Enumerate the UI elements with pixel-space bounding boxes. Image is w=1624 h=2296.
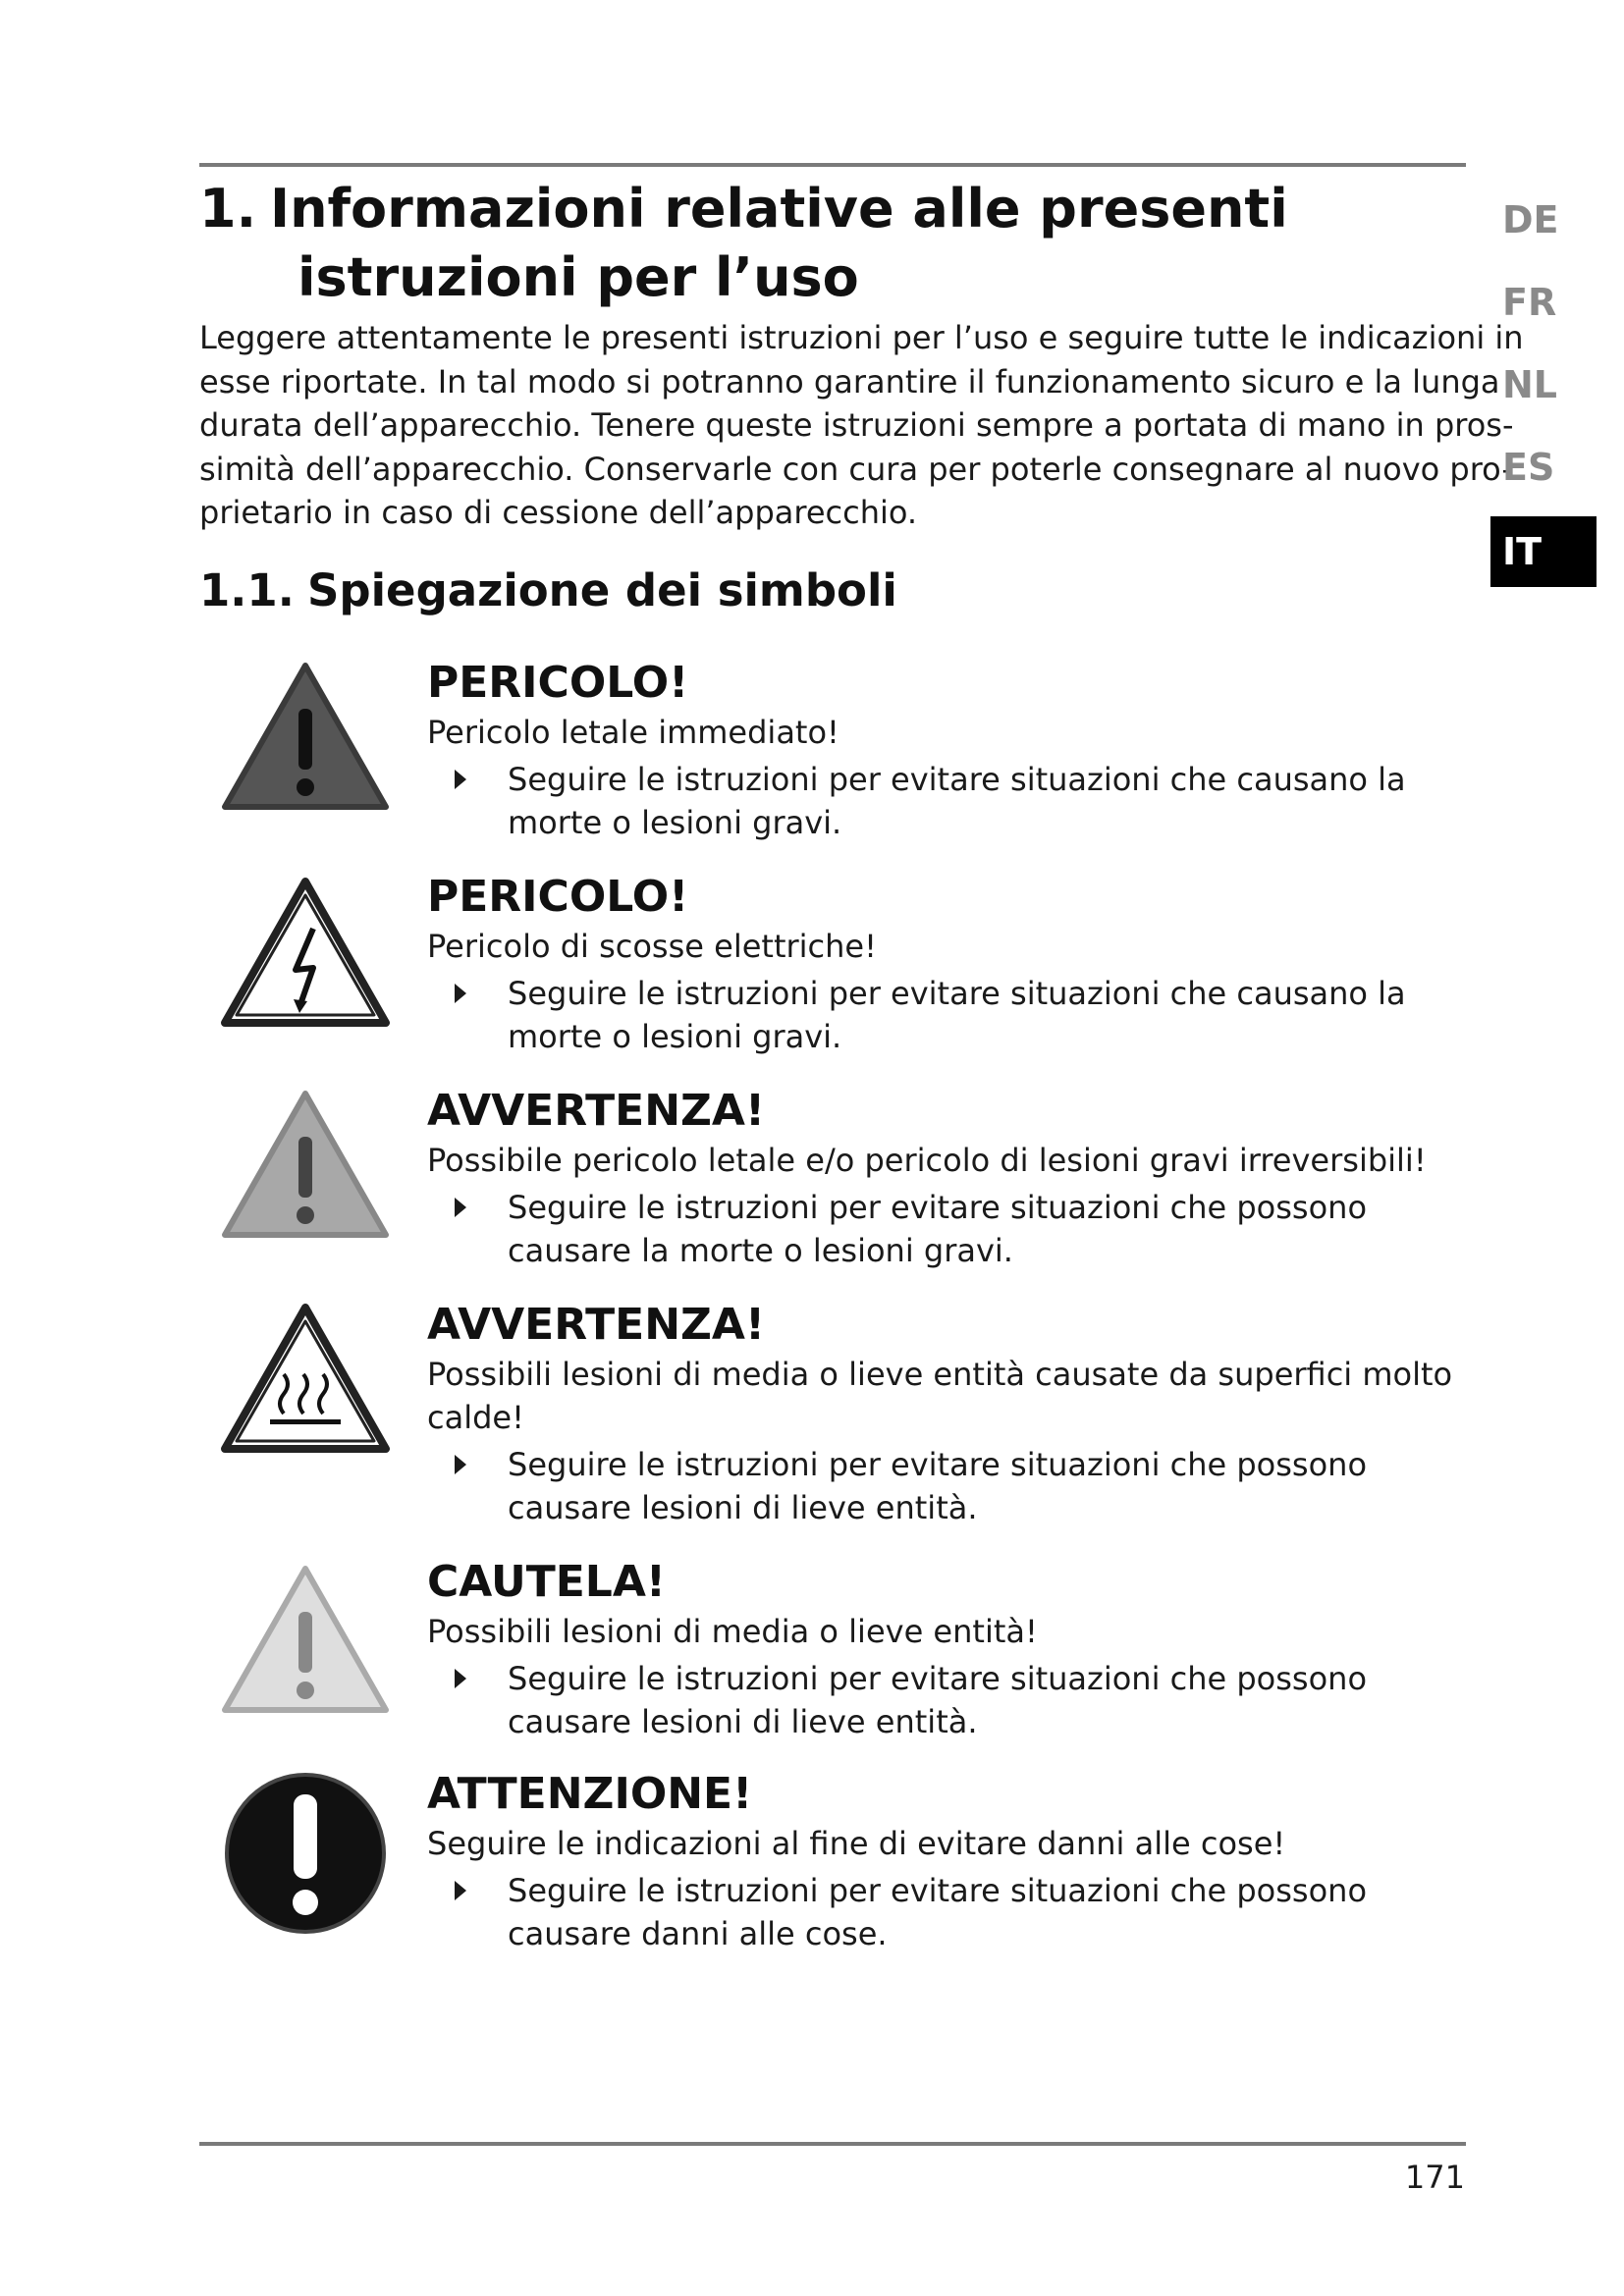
- intro-line: prietario in caso di cessione dell’apparecchio.: [199, 494, 918, 531]
- symbol-description: Seguire le indicazioni al fine di evitare danni alle cose!: [427, 1825, 1286, 1862]
- hot-surface-triangle-icon: [219, 1300, 392, 1472]
- bullet-text: Seguire le istruzioni per evitare situazioni che possono causare la morte o lesioni gravi.: [508, 1189, 1368, 1269]
- title-line-2: istruzioni per l’uso: [298, 246, 859, 308]
- instruction-bullet: [427, 1657, 1468, 1743]
- language-tab-it[interactable]: IT: [1490, 516, 1597, 587]
- section-number: 1.: [199, 178, 257, 240]
- instruction-bullet: [427, 1869, 1468, 1955]
- instruction-bullet: [427, 1443, 1468, 1529]
- symbol-description: Possibile pericolo letale e/o pericolo di lesioni gravi irreversibili!: [427, 1142, 1427, 1179]
- language-tab-de[interactable]: DE: [1502, 198, 1559, 241]
- symbol-title: CAUTELA!: [427, 1557, 666, 1607]
- language-tab-es[interactable]: ES: [1502, 446, 1555, 489]
- bullet-text: Seguire le istruzioni per evitare situazioni che possono causare lesioni di lieve entità.: [508, 1660, 1368, 1740]
- language-tab-nl[interactable]: NL: [1502, 363, 1558, 406]
- bullet-text: Seguire le istruzioni per evitare situazioni che possono causare lesioni di lieve entità.: [508, 1446, 1368, 1526]
- warning-triangle-icon: [219, 1086, 392, 1258]
- bottom-rule: [199, 2142, 1466, 2146]
- bullet-arrow-icon: [455, 1455, 466, 1474]
- subsection-title: Spiegazione dei simboli: [307, 564, 897, 616]
- caution-triangle-icon: [219, 1561, 392, 1734]
- symbol-description: Pericolo letale immediato!: [427, 714, 839, 751]
- bullet-text: Seguire le istruzioni per evitare situazioni che causano la morte o lesioni gravi.: [508, 761, 1406, 841]
- language-tab-fr[interactable]: FR: [1502, 281, 1557, 324]
- instruction-bullet: [427, 972, 1468, 1058]
- symbol-title: ATTENZIONE!: [427, 1769, 753, 1819]
- intro-line: durata dell’apparecchio. Tenere queste istruzioni sempre a portata di mano in pros-: [199, 406, 1514, 444]
- bullet-text: Seguire le istruzioni per evitare situazioni che possono causare danni alle cose.: [508, 1872, 1368, 1952]
- bullet-arrow-icon: [455, 770, 466, 789]
- danger-warning-triangle-icon: [219, 658, 392, 830]
- symbol-description: Pericolo di scosse elettriche!: [427, 928, 877, 965]
- bullet-arrow-icon: [455, 1198, 466, 1217]
- title-line-1: Informazioni relative alle presenti: [270, 178, 1288, 240]
- symbol-title: AVVERTENZA!: [427, 1300, 766, 1350]
- bullet-arrow-icon: [455, 984, 466, 1003]
- intro-line: Leggere attentamente le presenti istruzioni per l’uso e seguire tutte le indicazioni in: [199, 319, 1524, 356]
- subsection-number: 1.1.: [199, 564, 295, 616]
- page-number: 171: [1404, 2159, 1465, 2196]
- intro-paragraph: [199, 316, 1524, 535]
- intro-line: simità dell’apparecchio. Conservarle con cura per poterle consegnare al nuovo pro-: [199, 450, 1513, 488]
- symbol-title: PERICOLO!: [427, 658, 689, 708]
- instruction-bullet: [427, 1186, 1468, 1272]
- section-heading: [199, 561, 897, 620]
- electric-shock-triangle-icon: [219, 874, 392, 1046]
- bullet-text: Seguire le istruzioni per evitare situazioni che causano la morte o lesioni gravi.: [508, 975, 1406, 1055]
- symbol-title: AVVERTENZA!: [427, 1086, 766, 1136]
- symbol-title: PERICOLO!: [427, 872, 689, 922]
- instruction-bullet: [427, 758, 1468, 844]
- symbol-description: Possibili lesioni di media o lieve entità!: [427, 1613, 1038, 1650]
- top-rule: [199, 163, 1466, 167]
- attention-circle-icon: [219, 1767, 392, 1940]
- bullet-arrow-icon: [455, 1881, 466, 1900]
- symbol-description: Possibili lesioni di media o lieve entità causate da superfici molto calde!: [427, 1356, 1453, 1436]
- intro-line: esse riportate. In tal modo si potranno garantire il funzionamento sicuro e la lunga: [199, 362, 1500, 400]
- bullet-arrow-icon: [455, 1669, 466, 1688]
